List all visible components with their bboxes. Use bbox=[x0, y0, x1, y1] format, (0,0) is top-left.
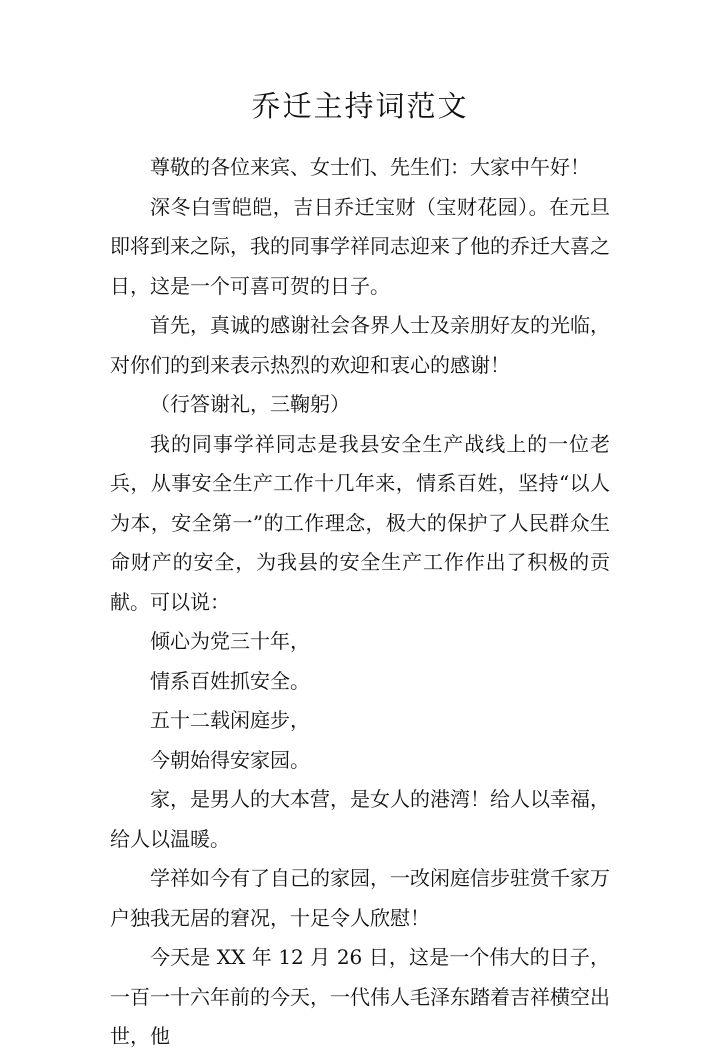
poem-line-2: 情系百姓抓安全。 bbox=[150, 668, 310, 693]
paragraph-new-home: 学祥如今有了自己的家园，一改闲庭信步驻赏千家万户独我无居的窘况，十足令人欣慰！ bbox=[110, 866, 610, 930]
paragraph-thanks: 首先，真诚的感谢社会各界人士及亲朋好友的光临，对你们的到来表示热烈的欢迎和衷心的感谢！ bbox=[110, 313, 610, 377]
poem-line-4: 今朝始得安家园。 bbox=[150, 747, 310, 772]
paragraph-date: 今天是 XX 年 12 月 26 日，这是一个伟大的日子，一百一十六年前的今天，一代伟人毛泽东踏着吉祥横空出世，他 bbox=[110, 945, 610, 1048]
paragraph-bow: （行答谢礼，三鞠躬） bbox=[150, 392, 350, 416]
paragraph-home: 家，是男人的大本营，是女人的港湾！给人以幸福，给人以温暖。 bbox=[110, 787, 610, 851]
paragraph-greeting: 尊敬的各位来宾、女士们、先生们：大家中午好！ bbox=[150, 155, 590, 179]
paragraph-colleague: 我的同事学祥同志是我县安全生产战线上的一位老兵，从事安全生产工作十几年来，情系百姓，坚持“以人为本，安全第一”的工作理念，极大的保护了人民群众生命财产的安全，为我县的安全生产工作作出了积极的贡献。可以说： bbox=[110, 431, 610, 614]
poem-line-3: 五十二载闲庭步， bbox=[150, 708, 310, 732]
document-title: 乔迁主持词范文 bbox=[251, 89, 469, 123]
poem-line-1: 倾心为党三十年， bbox=[150, 629, 310, 653]
paragraph-occasion: 深冬白雪皑皑，吉日乔迁宝财（宝财花园）。在元旦即将到来之际，我的同事学祥同志迎来了他的乔迁大喜之日，这是一个可喜可贺的日子。 bbox=[110, 194, 610, 298]
